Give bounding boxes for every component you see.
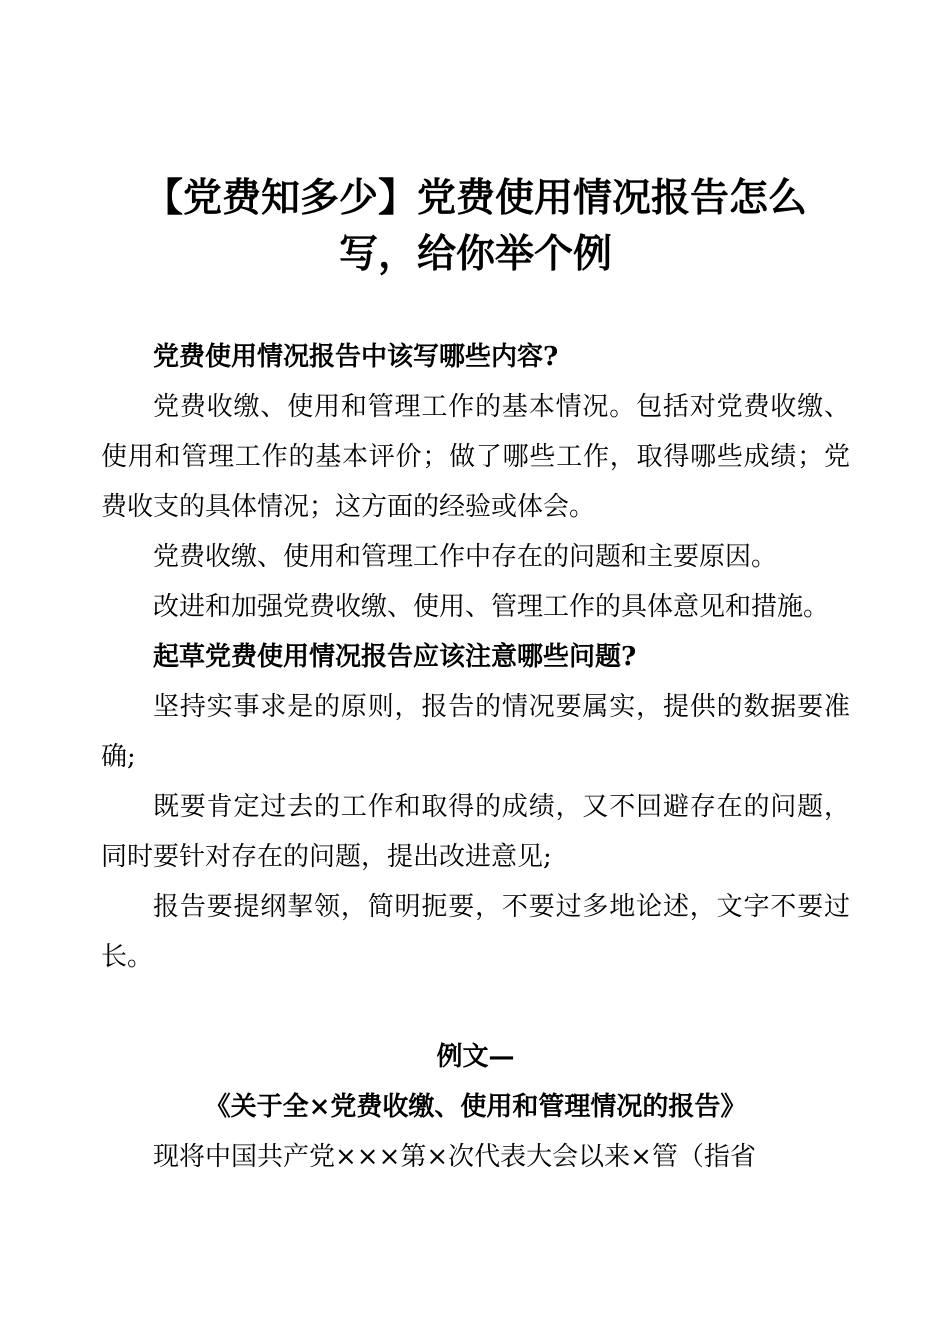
- paragraph-facts: 坚持实事求是的原则，报告的情况要属实，提供的数据要准确;: [101, 692, 850, 772]
- sample-first-line: 现将中国共产党×××第×次代表大会以来×管（指省: [153, 1142, 756, 1172]
- sample-label: 例文—: [436, 1042, 515, 1072]
- document-title-line-1: 【党费知多少】党费使用情况报告怎么: [143, 175, 807, 221]
- paragraph-concise: 报告要提纲挈领，简明扼要，不要过多地论述，文字不要过长。: [101, 892, 850, 972]
- sample-title: 《关于全×党费收缴、使用和管理情况的报告》: [204, 1092, 747, 1122]
- document-body: [101, 332, 850, 1182]
- paragraph-problems: 党费收缴、使用和管理工作中存在的问题和主要原因。: [153, 542, 778, 572]
- paragraph-balance: 既要肯定过去的工作和取得的成绩，又不回避存在的问题，同时要针对存在的问题，提出改进意见;: [101, 792, 850, 872]
- document-title: [101, 170, 850, 282]
- section-heading-notes: 起草党费使用情况报告应该注意哪些问题?: [153, 642, 637, 672]
- paragraph-basic-situation: 党费收缴、使用和管理工作的基本情况。包括对党费收缴、使用和管理工作的基本评价；做了哪些工作，取得哪些成绩；党费收支的具体情况；这方面的经验或体会。: [101, 392, 850, 522]
- section-heading-content: 党费使用情况报告中该写哪些内容?: [153, 342, 559, 372]
- paragraph-improvements: 改进和加强党费收缴、使用、管理工作的具体意见和措施。: [153, 592, 830, 622]
- document-page: [101, 170, 850, 1182]
- document-title-line-2: 写，给你举个例: [338, 231, 612, 277]
